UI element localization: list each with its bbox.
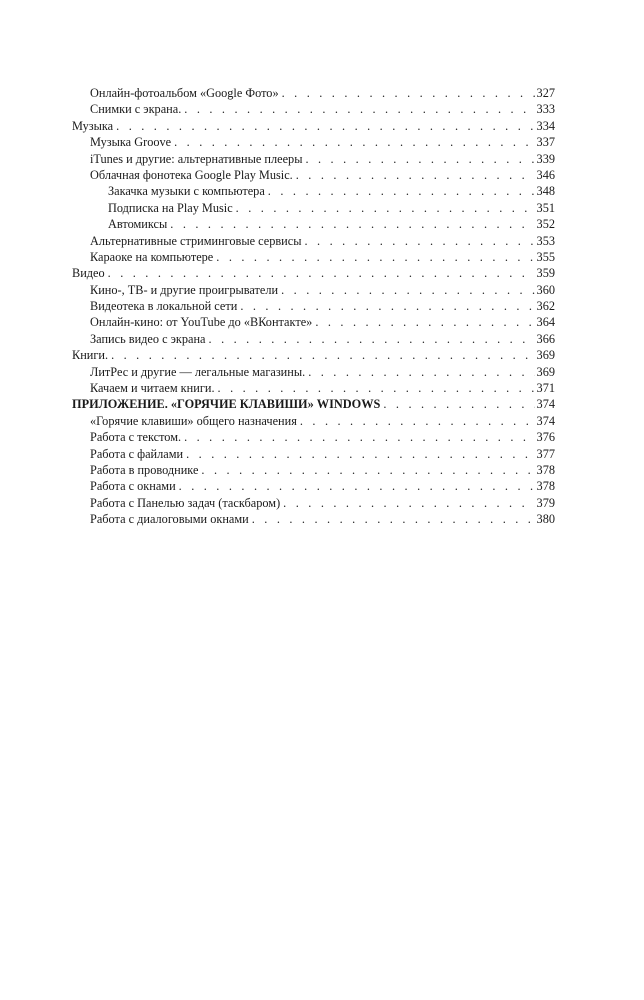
toc-entry bbox=[72, 364, 555, 380]
toc-entry bbox=[72, 265, 555, 281]
toc-entry-page-number: 374 bbox=[536, 397, 555, 412]
toc-entry bbox=[72, 314, 555, 330]
toc-entry-page-number: 333 bbox=[536, 102, 555, 117]
toc-entry-page-number: 355 bbox=[536, 249, 555, 264]
toc-entry-page-number: 366 bbox=[536, 331, 555, 346]
dot-leader bbox=[201, 462, 534, 478]
toc-entry bbox=[72, 151, 555, 167]
toc-entry-page-number: 339 bbox=[536, 151, 555, 166]
dot-leader bbox=[179, 478, 535, 494]
toc-entry-page-number: 337 bbox=[536, 135, 555, 150]
toc-entry-page-number: 352 bbox=[536, 217, 555, 232]
toc-entry bbox=[72, 331, 555, 347]
toc-entry bbox=[72, 183, 555, 199]
toc-entry-page-number: 327 bbox=[536, 86, 555, 100]
toc-entry-title: Работа с файлами bbox=[90, 446, 184, 461]
toc-entry bbox=[72, 200, 555, 216]
toc-entry bbox=[72, 249, 555, 265]
toc-entry bbox=[72, 167, 555, 183]
dot-leader bbox=[283, 495, 534, 511]
toc-entry-title: Музыка bbox=[72, 118, 114, 133]
toc-entry-title: Онлайн-фотоальбом «Google Фото» bbox=[90, 86, 279, 100]
toc-entry bbox=[72, 85, 555, 101]
dot-leader bbox=[300, 413, 535, 429]
toc-entry-page-number: 369 bbox=[536, 348, 555, 363]
toc-entry-page-number: 377 bbox=[536, 446, 555, 461]
toc-entry bbox=[72, 413, 555, 429]
table-of-contents bbox=[72, 85, 555, 528]
toc-entry bbox=[72, 429, 555, 445]
toc-entry-page-number: 362 bbox=[536, 299, 555, 314]
toc-entry-page-number: 334 bbox=[536, 118, 555, 133]
toc-entry-title: Видео bbox=[72, 266, 105, 281]
dot-leader bbox=[281, 282, 534, 298]
toc-entry-title: Работа с текстом. bbox=[90, 430, 182, 445]
dot-leader bbox=[174, 134, 534, 150]
dot-leader bbox=[296, 167, 535, 183]
toc-entry bbox=[72, 216, 555, 232]
toc-entry bbox=[72, 446, 555, 462]
toc-entry-title: iTunes и другие: альтернативные плееры bbox=[90, 151, 303, 166]
dot-leader bbox=[252, 511, 535, 527]
toc-entry-title: Качаем и читаем книги. bbox=[90, 381, 215, 396]
toc-entry bbox=[72, 298, 555, 314]
toc-entry-title: Подписка на Play Music bbox=[108, 200, 233, 215]
toc-entry-page-number: 346 bbox=[536, 167, 555, 182]
dot-leader bbox=[184, 101, 534, 117]
toc-entry bbox=[72, 101, 555, 117]
toc-entry bbox=[72, 118, 555, 134]
toc-entry bbox=[72, 511, 555, 527]
toc-entry-page-number: 378 bbox=[536, 462, 555, 477]
toc-entry-title: Запись видео с экрана bbox=[90, 331, 206, 346]
toc-entry-title: Работа с Панелью задач (таскбаром) bbox=[90, 495, 281, 510]
dot-leader bbox=[184, 429, 534, 445]
dot-leader bbox=[116, 118, 534, 134]
dot-leader bbox=[186, 446, 534, 462]
dot-leader bbox=[108, 265, 535, 281]
toc-entry bbox=[72, 380, 555, 396]
toc-entry-title: Работа в проводнике bbox=[90, 462, 199, 477]
toc-entry-title: Караоке на компьютере bbox=[90, 249, 214, 264]
toc-entry-title: Музыка Groove bbox=[90, 135, 172, 150]
toc-entry-page-number: 360 bbox=[536, 282, 555, 297]
dot-leader bbox=[315, 314, 534, 330]
toc-entry bbox=[72, 282, 555, 298]
toc-entry-title: Книги. bbox=[72, 348, 109, 363]
toc-entry-page-number: 369 bbox=[536, 364, 555, 379]
toc-entry-page-number: 379 bbox=[536, 495, 555, 510]
toc-entry-title: ЛитРес и другие — легальные магазины. bbox=[90, 364, 306, 379]
dot-leader bbox=[268, 183, 535, 199]
toc-entry bbox=[72, 134, 555, 150]
toc-entry-title: Облачная фонотека Google Play Music. bbox=[90, 167, 293, 182]
dot-leader bbox=[209, 331, 535, 347]
toc-entry-title: Кино-, ТВ- и другие проигрыватели bbox=[90, 282, 279, 297]
toc-entry-page-number: 376 bbox=[536, 430, 555, 445]
dot-leader bbox=[305, 151, 534, 167]
dot-leader bbox=[240, 298, 534, 314]
dot-leader bbox=[304, 233, 534, 249]
toc-entry-page-number: 359 bbox=[536, 266, 555, 281]
dot-leader bbox=[282, 85, 535, 101]
toc-entry-page-number: 364 bbox=[536, 315, 555, 330]
toc-entry-page-number: 371 bbox=[536, 381, 555, 396]
toc-entry-title: Видеотека в локальной сети bbox=[90, 299, 238, 314]
toc-entry-page-number: 378 bbox=[536, 479, 555, 494]
dot-leader bbox=[308, 364, 534, 380]
toc-entry-page-number: 353 bbox=[536, 233, 555, 248]
toc-entry-title: «Горячие клавиши» общего назначения bbox=[90, 413, 297, 428]
dot-leader bbox=[216, 249, 534, 265]
toc-entry bbox=[72, 396, 555, 412]
toc-entry-title: Работа с диалоговыми окнами bbox=[90, 512, 249, 527]
dot-leader bbox=[383, 396, 534, 412]
toc-entry-title: Онлайн-кино: от YouTube до «ВКонтакте» bbox=[90, 315, 313, 330]
toc-entry bbox=[72, 478, 555, 494]
dot-leader bbox=[218, 380, 535, 396]
dot-leader bbox=[170, 216, 534, 232]
toc-entry-page-number: 374 bbox=[536, 413, 555, 428]
dot-leader bbox=[236, 200, 535, 216]
toc-entry-page-number: 348 bbox=[536, 184, 555, 199]
toc-entry bbox=[72, 462, 555, 478]
toc-entry-title: Альтернативные стриминговые сервисы bbox=[90, 233, 302, 248]
toc-entry bbox=[72, 233, 555, 249]
toc-entry bbox=[72, 347, 555, 363]
toc-entry-title: Закачка музыки с компьютера bbox=[108, 184, 265, 199]
toc-entry bbox=[72, 495, 555, 511]
toc-entry-title: Снимки с экрана. bbox=[90, 102, 182, 117]
dot-leader bbox=[111, 347, 534, 363]
toc-entry-title: Работа с окнами bbox=[90, 479, 176, 494]
toc-entry-title: ПРИЛОЖЕНИЕ. «ГОРЯЧИЕ КЛАВИШИ» WINDOWS bbox=[72, 397, 381, 412]
toc-entry-page-number: 380 bbox=[536, 512, 555, 527]
toc-entry-page-number: 351 bbox=[536, 200, 555, 215]
toc-entry-title: Автомиксы bbox=[108, 217, 168, 232]
